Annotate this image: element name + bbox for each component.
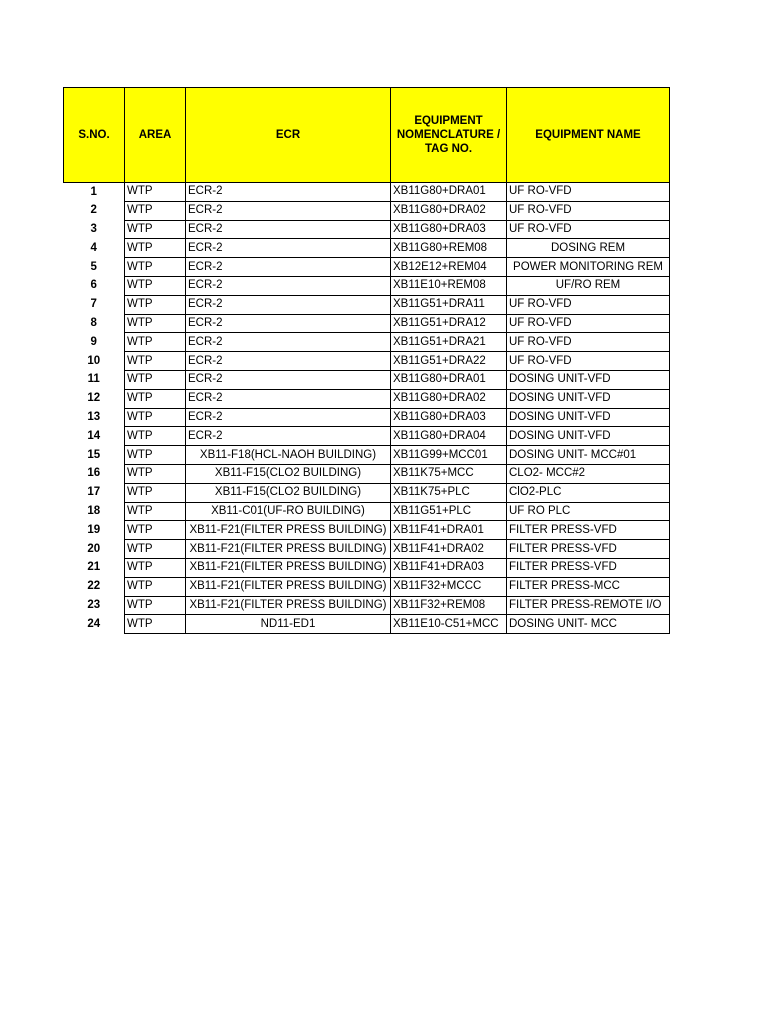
- table-row: [64, 615, 670, 634]
- cell-equipment-name: ClO2-PLC: [507, 483, 670, 502]
- cell-tag-no: XB11F32+REM08: [391, 596, 507, 615]
- cell-ecr: ECR-2: [186, 183, 391, 202]
- cell-tag-no: XB11G51+DRA11: [391, 295, 507, 314]
- cell-ecr: XB11-F21(FILTER PRESS BUILDING): [186, 596, 391, 615]
- cell-area: WTP: [125, 258, 186, 277]
- cell-equipment-name: POWER MONITORING REM: [507, 258, 670, 277]
- table-row: [64, 540, 670, 559]
- header-sno: S.NO.: [64, 88, 125, 183]
- cell-ecr: ND11-ED1: [186, 615, 391, 634]
- header-tag-line2: NOMENCLATURE /: [396, 129, 501, 141]
- table-row: [64, 577, 670, 596]
- cell-ecr: XB11-F15(CLO2 BUILDING): [186, 483, 391, 502]
- cell-area: WTP: [125, 502, 186, 521]
- table-row: [64, 483, 670, 502]
- cell-sno: 2: [64, 201, 125, 220]
- cell-sno: 6: [64, 276, 125, 295]
- cell-equipment-name: CLO2- MCC#2: [507, 464, 670, 483]
- cell-tag-no: XB11G80+DRA01: [391, 183, 507, 202]
- cell-equipment-name: FILTER PRESS-MCC: [507, 577, 670, 596]
- cell-sno: 15: [64, 446, 125, 465]
- cell-area: WTP: [125, 521, 186, 540]
- cell-sno: 4: [64, 239, 125, 258]
- cell-equipment-name: UF RO-VFD: [507, 333, 670, 352]
- cell-ecr: ECR-2: [186, 220, 391, 239]
- cell-ecr: XB11-F21(FILTER PRESS BUILDING): [186, 521, 391, 540]
- cell-area: WTP: [125, 314, 186, 333]
- cell-sno: 17: [64, 483, 125, 502]
- cell-equipment-name: UF RO-VFD: [507, 183, 670, 202]
- cell-equipment-name: UF/RO REM: [507, 276, 670, 295]
- cell-area: WTP: [125, 577, 186, 596]
- cell-sno: 3: [64, 220, 125, 239]
- cell-ecr: ECR-2: [186, 295, 391, 314]
- cell-equipment-name: DOSING UNIT-VFD: [507, 408, 670, 427]
- cell-tag-no: XB11G80+REM08: [391, 239, 507, 258]
- cell-sno: 11: [64, 370, 125, 389]
- cell-equipment-name: UF RO-VFD: [507, 352, 670, 371]
- cell-area: WTP: [125, 615, 186, 634]
- cell-ecr: ECR-2: [186, 239, 391, 258]
- cell-tag-no: XB11G80+DRA02: [391, 389, 507, 408]
- cell-area: WTP: [125, 183, 186, 202]
- cell-ecr: ECR-2: [186, 427, 391, 446]
- cell-sno: 23: [64, 596, 125, 615]
- cell-ecr: ECR-2: [186, 352, 391, 371]
- cell-sno: 18: [64, 502, 125, 521]
- cell-tag-no: XB11E10-C51+MCC: [391, 615, 507, 634]
- cell-equipment-name: FILTER PRESS-VFD: [507, 521, 670, 540]
- cell-tag-no: XB11K75+MCC: [391, 464, 507, 483]
- cell-equipment-name: DOSING UNIT-VFD: [507, 389, 670, 408]
- table-row: [64, 352, 670, 371]
- cell-tag-no: XB11G51+DRA22: [391, 352, 507, 371]
- cell-ecr: XB11-F21(FILTER PRESS BUILDING): [186, 540, 391, 559]
- cell-tag-no: XB11K75+PLC: [391, 483, 507, 502]
- table-row: [64, 239, 670, 258]
- cell-area: WTP: [125, 295, 186, 314]
- table-row: [64, 201, 670, 220]
- cell-area: WTP: [125, 408, 186, 427]
- cell-equipment-name: UF RO PLC: [507, 502, 670, 521]
- cell-sno: 22: [64, 577, 125, 596]
- table-body: [64, 183, 670, 634]
- equipment-table: [63, 87, 670, 634]
- header-tag-line1: EQUIPMENT: [414, 115, 483, 127]
- cell-tag-no: XB11F41+DRA01: [391, 521, 507, 540]
- cell-sno: 5: [64, 258, 125, 277]
- cell-tag-no: XB11G80+DRA03: [391, 408, 507, 427]
- cell-equipment-name: FILTER PRESS-VFD: [507, 540, 670, 559]
- table-row: [64, 220, 670, 239]
- cell-ecr: ECR-2: [186, 408, 391, 427]
- cell-area: WTP: [125, 352, 186, 371]
- cell-ecr: XB11-C01(UF-RO BUILDING): [186, 502, 391, 521]
- cell-equipment-name: UF RO-VFD: [507, 201, 670, 220]
- cell-equipment-name: UF RO-VFD: [507, 295, 670, 314]
- table-row: [64, 333, 670, 352]
- cell-area: WTP: [125, 596, 186, 615]
- cell-equipment-name: UF RO-VFD: [507, 220, 670, 239]
- cell-tag-no: XB11F32+MCCC: [391, 577, 507, 596]
- cell-area: WTP: [125, 239, 186, 258]
- cell-sno: 1: [64, 183, 125, 202]
- header-area: AREA: [125, 88, 186, 183]
- table-row: [64, 314, 670, 333]
- cell-ecr: XB11-F21(FILTER PRESS BUILDING): [186, 577, 391, 596]
- header-tag-no: [391, 88, 507, 183]
- table-row: [64, 446, 670, 465]
- cell-sno: 12: [64, 389, 125, 408]
- cell-ecr: ECR-2: [186, 333, 391, 352]
- cell-tag-no: XB11F41+DRA02: [391, 540, 507, 559]
- header-ecr: ECR: [186, 88, 391, 183]
- table-row: [64, 502, 670, 521]
- cell-equipment-name: DOSING UNIT- MCC: [507, 615, 670, 634]
- table-row: [64, 558, 670, 577]
- cell-tag-no: XB11G80+DRA02: [391, 201, 507, 220]
- cell-tag-no: XB12E12+REM04: [391, 258, 507, 277]
- cell-area: WTP: [125, 540, 186, 559]
- table-row: [64, 596, 670, 615]
- cell-sno: 9: [64, 333, 125, 352]
- cell-tag-no: XB11G51+DRA21: [391, 333, 507, 352]
- cell-sno: 14: [64, 427, 125, 446]
- table-row: [64, 521, 670, 540]
- cell-sno: 7: [64, 295, 125, 314]
- cell-equipment-name: DOSING UNIT-VFD: [507, 427, 670, 446]
- cell-equipment-name: FILTER PRESS-REMOTE I/O: [507, 596, 670, 615]
- cell-tag-no: XB11G51+PLC: [391, 502, 507, 521]
- cell-equipment-name: UF RO-VFD: [507, 314, 670, 333]
- table-row: [64, 370, 670, 389]
- cell-ecr: ECR-2: [186, 389, 391, 408]
- header-tag-line3: TAG NO.: [424, 143, 473, 155]
- cell-tag-no: XB11G80+DRA04: [391, 427, 507, 446]
- cell-ecr: ECR-2: [186, 370, 391, 389]
- cell-area: WTP: [125, 220, 186, 239]
- cell-equipment-name: DOSING UNIT-VFD: [507, 370, 670, 389]
- cell-area: WTP: [125, 558, 186, 577]
- cell-tag-no: XB11G80+DRA01: [391, 370, 507, 389]
- table-row: [64, 276, 670, 295]
- cell-sno: 13: [64, 408, 125, 427]
- cell-sno: 19: [64, 521, 125, 540]
- cell-sno: 20: [64, 540, 125, 559]
- cell-sno: 8: [64, 314, 125, 333]
- cell-area: WTP: [125, 427, 186, 446]
- cell-equipment-name: FILTER PRESS-VFD: [507, 558, 670, 577]
- cell-equipment-name: DOSING UNIT- MCC#01: [507, 446, 670, 465]
- cell-area: WTP: [125, 464, 186, 483]
- cell-tag-no: XB11F41+DRA03: [391, 558, 507, 577]
- cell-ecr: XB11-F18(HCL-NAOH BUILDING): [186, 446, 391, 465]
- table-row: [64, 427, 670, 446]
- cell-ecr: ECR-2: [186, 314, 391, 333]
- table-row: [64, 295, 670, 314]
- cell-tag-no: XB11E10+REM08: [391, 276, 507, 295]
- cell-ecr: ECR-2: [186, 258, 391, 277]
- cell-area: WTP: [125, 446, 186, 465]
- cell-ecr: ECR-2: [186, 201, 391, 220]
- cell-area: WTP: [125, 333, 186, 352]
- table-row: [64, 408, 670, 427]
- cell-tag-no: XB11G80+DRA03: [391, 220, 507, 239]
- cell-area: WTP: [125, 276, 186, 295]
- cell-ecr: XB11-F21(FILTER PRESS BUILDING): [186, 558, 391, 577]
- cell-ecr: XB11-F15(CLO2 BUILDING): [186, 464, 391, 483]
- cell-tag-no: XB11G99+MCC01: [391, 446, 507, 465]
- cell-sno: 16: [64, 464, 125, 483]
- header-row: [64, 88, 670, 183]
- cell-sno: 21: [64, 558, 125, 577]
- cell-ecr: ECR-2: [186, 276, 391, 295]
- cell-equipment-name: DOSING REM: [507, 239, 670, 258]
- cell-area: WTP: [125, 201, 186, 220]
- table-row: [64, 389, 670, 408]
- cell-tag-no: XB11G51+DRA12: [391, 314, 507, 333]
- header-equipment-name: EQUIPMENT NAME: [507, 88, 670, 183]
- cell-area: WTP: [125, 370, 186, 389]
- cell-area: WTP: [125, 483, 186, 502]
- cell-area: WTP: [125, 389, 186, 408]
- table-row: [64, 464, 670, 483]
- table-row: [64, 258, 670, 277]
- cell-sno: 24: [64, 615, 125, 634]
- table-row: [64, 183, 670, 202]
- cell-sno: 10: [64, 352, 125, 371]
